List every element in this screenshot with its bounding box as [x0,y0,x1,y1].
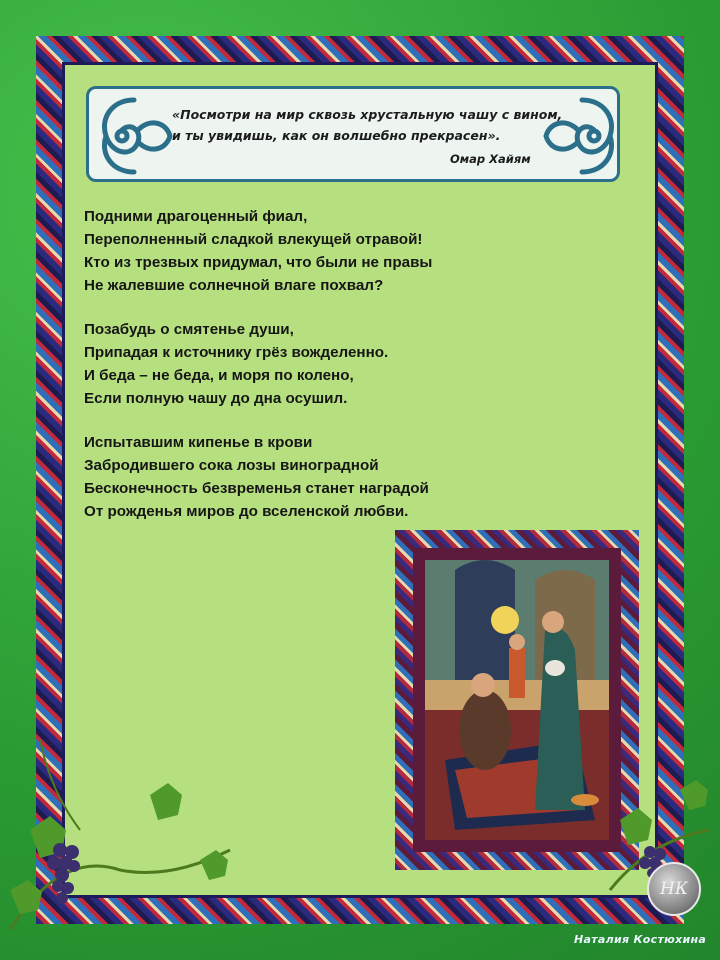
poem-line: Позабудь о смятенье души, [84,321,294,338]
stanza-3 [84,431,432,523]
stanza-1 [84,205,432,297]
poem-line: Забродившего сока лозы виноградной [84,457,379,474]
epigraph [172,104,572,146]
poem [84,205,432,544]
poem-line: Бесконечность безвременья станет наградой [84,480,429,497]
poem-line: Испытавшим кипенье в крови [84,434,313,451]
poem-line: Не жалевшие солнечной влаге похвал? [84,277,384,294]
persian-feast-illustration [425,560,609,840]
poem-line: От рожденья миров до вселенской любви. [84,503,409,520]
author-signature: Наталия Костюхина [574,933,707,946]
epigraph-author: Омар Хайям [450,152,531,166]
poem-line: Подними драгоценный фиал, [84,208,308,225]
stanza-2 [84,318,432,410]
poem-line: И беда – не беда, и моря по колено, [84,367,354,384]
epigraph-line-2: и ты увидишь, как он волшебно прекрасен». [172,128,501,143]
author-monogram: НК [647,862,701,916]
arabesque-ornament-left [92,92,176,180]
poem-line: Кто из трезвых придумал, что были не правы [84,254,433,271]
grapevine-left [0,700,240,960]
poem-line: Переполненный сладкой влекущей отравой! [84,231,423,248]
poem-line: Припадая к источнику грёз вожделенно. [84,344,389,361]
epigraph-line-1: «Посмотри на мир сквозь хрустальную чашу с вином, [172,107,563,122]
poem-line: Если полную чашу до дна осушил. [84,390,348,407]
